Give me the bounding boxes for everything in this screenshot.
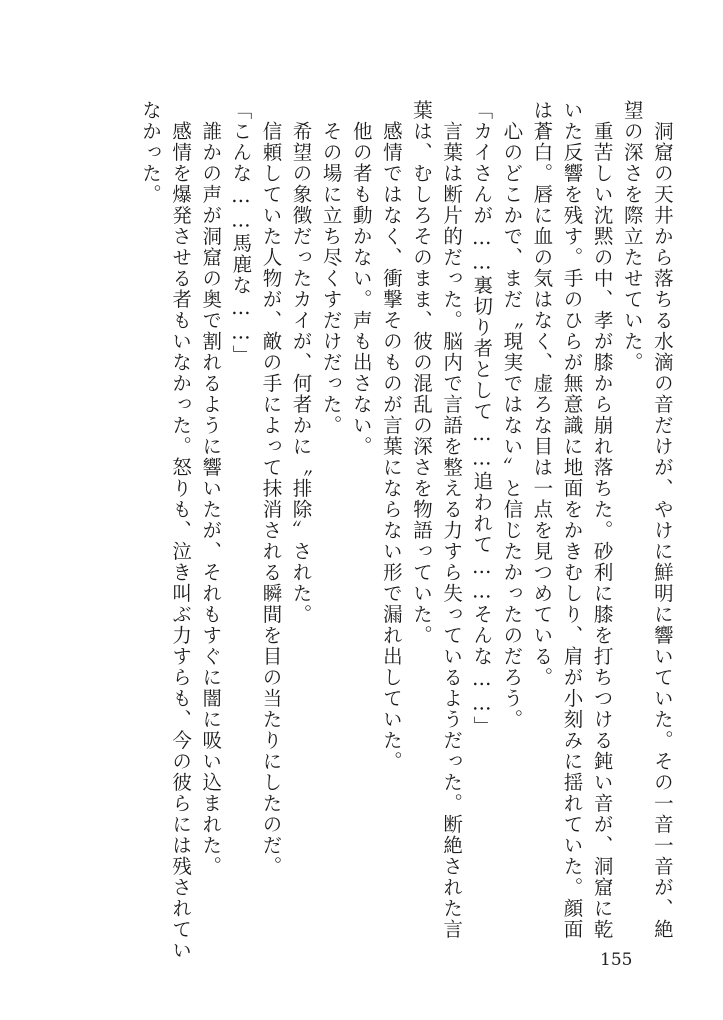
text-line: 心のどこかで、まだ〝現実ではない〟と信じたかったのだろう。 bbox=[500, 100, 524, 730]
text-line: 感情ではなく、衝撃そのものが言葉にならない形で漏れ出していた。 bbox=[379, 100, 403, 772]
text-line: 言葉は断片的だった。脳内で言語を整える力すら失っているようだった。断絶された言 bbox=[440, 100, 464, 940]
text-line: 「こんな……馬鹿な……」 bbox=[229, 100, 253, 366]
text-line: その場に立ち尽くすだけだった。 bbox=[319, 100, 343, 436]
text-line: いた反響を残す。手のひらが無意識に地面をかきむしり、肩が小刻みに揺れていた。顔面 bbox=[560, 100, 584, 940]
text-line: なかった。 bbox=[139, 100, 162, 205]
text-line: は蒼白。唇に血の気はなく、虚ろな目は一点を見つめている。 bbox=[530, 100, 554, 688]
text-line: 葉は、むしろそのまま、彼の混乱の深さを物語っていた。 bbox=[409, 100, 433, 646]
page-number: 155 bbox=[600, 950, 633, 970]
text-line: 感情を爆発させる者もいなかった。怒りも、泣き叫ぶ力すらも、今の彼らには残されてい bbox=[169, 100, 193, 961]
text-line: 洞窟の天井から落ちる水滴の音だけが、やけに鮮明に響いていた。その一音一音が、絶 bbox=[650, 100, 674, 940]
text-line: 「カイさんが……裏切り者として……追われて……そんな……」 bbox=[470, 100, 494, 737]
text-line: 希望の象徴だったカイが、何者かに〝排除〟された。 bbox=[289, 100, 313, 625]
text-line: 重苦しい沈黙の中、孝が膝から崩れ落ちた。砂利に膝を打ちつける鈍い音が、洞窟に乾 bbox=[590, 100, 614, 940]
text-line: 望の深さを際立たせていた。 bbox=[620, 100, 644, 373]
text-line: 他の者も動かない。声も出さない。 bbox=[349, 100, 373, 457]
text-line: 誰かの声が洞窟の奥で割れるように響いたが、それもすぐに闇に吸い込まれた。 bbox=[199, 100, 223, 877]
text-line: 信頼していた人物が、敵の手によって抹消される瞬間を目の当たりにしたのだ。 bbox=[259, 100, 283, 877]
